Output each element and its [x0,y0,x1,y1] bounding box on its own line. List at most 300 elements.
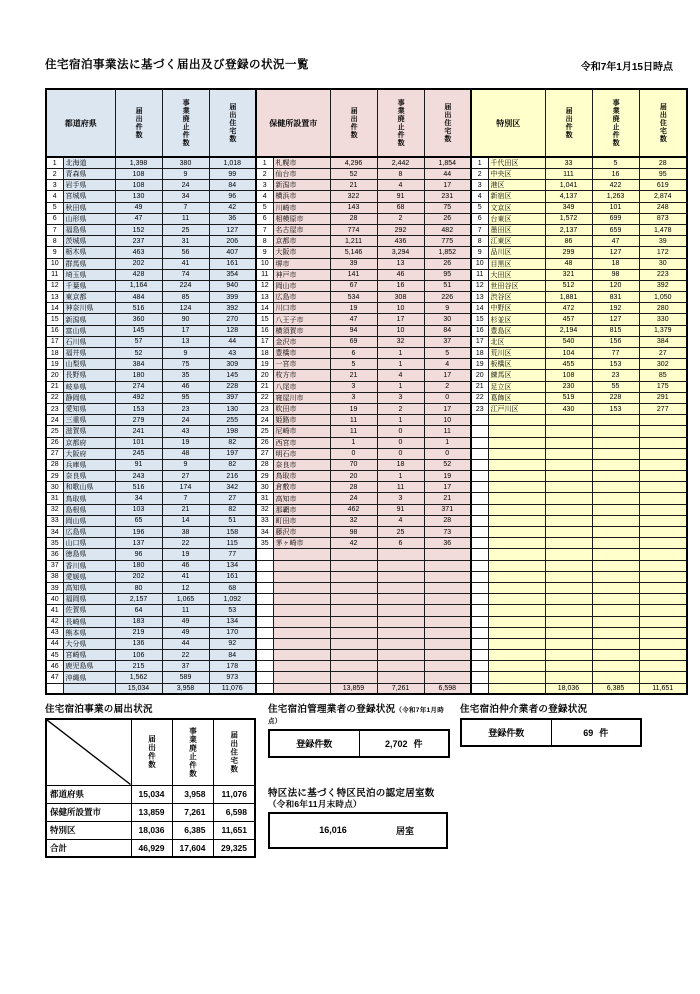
header-pref-notifications: 届出件数 [115,89,162,157]
main-table-cell [377,594,424,605]
main-table-cell: 仙台市 [273,169,330,180]
main-table-cell: 42 [209,202,256,213]
main-table-cell: 渋谷区 [488,292,545,303]
main-table-cell [592,549,639,560]
main-table-cell [256,582,273,593]
main-table-row [46,672,687,683]
main-table-cell: 197 [209,448,256,459]
tokku-title: 特区法に基づく特区民泊の認定居室数 （令和6年11月末時点） [268,789,449,810]
main-table-cell: 342 [209,482,256,493]
main-table-cell: 西宮市 [273,437,330,448]
main-table-cell [273,549,330,560]
main-table-cell: 422 [592,180,639,191]
main-table-row [46,157,687,169]
main-table-cell: 127 [592,314,639,325]
main-table-cell [592,594,639,605]
main-table-cell: 2 [377,213,424,224]
main-table-cell [545,493,592,504]
main-table-cell: 57 [115,336,162,347]
main-table-cell: 大阪市 [273,247,330,258]
main-table-cell: 高知県 [63,582,115,593]
diagonal-line-icon [47,720,131,785]
main-table-cell [488,638,545,649]
summary-cell: 6,385 [172,821,213,839]
main-table-cell: 吹田市 [273,403,330,414]
main-table-cell: 6 [471,213,488,224]
main-table-cell: 30 [639,258,687,269]
main-table-cell [639,459,687,470]
main-table-cell [545,459,592,470]
header-city-discontinued: 事業廃止件数 [377,89,424,157]
main-table-cell: 34 [256,527,273,538]
summary-cell: 13,859 [131,803,172,821]
main-table-cell: 14 [162,515,209,526]
main-table-cell: 216 [209,471,256,482]
main-table-cell: 8 [46,236,63,247]
main-table-cell [273,605,330,616]
main-table-cell [545,582,592,593]
main-table-cell: 奈良市 [273,459,330,470]
main-table-cell: 兵庫県 [63,459,115,470]
main-table-cell: 103 [115,504,162,515]
main-table-row [46,236,687,247]
main-table-cell: 台東区 [488,213,545,224]
main-table-cell [592,459,639,470]
main-table-cell [256,594,273,605]
main-table-cell: 足立区 [488,381,545,392]
main-table-cell [256,560,273,571]
main-table-cell: 43 [162,426,209,437]
date-label: 令和7年1月15日時点 [580,62,673,73]
main-table-cell: 15 [471,314,488,325]
main-table-cell: 7 [162,493,209,504]
main-table-cell: 36 [209,213,256,224]
main-table-cell: 28 [46,459,63,470]
main-table-cell: 53 [209,605,256,616]
main-table-cell: 91 [377,504,424,515]
main-table-cell [471,437,488,448]
main-table-cell: 岩手県 [63,180,115,191]
main-table-cell: 56 [162,247,209,258]
main-table-cell: 神奈川県 [63,303,115,314]
main-table-cell [639,504,687,515]
summary-title: 住宅宿泊事業の届出状況 [45,704,153,715]
main-table-cell: 17 [424,180,471,191]
main-table-cell [273,560,330,571]
main-table-cell: 3 [46,180,63,191]
main-table-cell: 31 [162,236,209,247]
main-table-cell: 308 [377,292,424,303]
main-table-cell: 18 [46,348,63,359]
main-table-cell: 34 [115,493,162,504]
summary-table [45,718,256,858]
main-table-cell: 4,296 [330,157,377,169]
main-table-cell [256,638,273,649]
main-table-row [46,627,687,638]
main-table-row [46,493,687,504]
main-table-cell [545,638,592,649]
main-table-cell: 245 [115,448,162,459]
summary-cell: 11,651 [213,821,255,839]
main-table-cell: 124 [162,303,209,314]
main-table-cell [488,504,545,515]
main-table-cell: 28 [330,482,377,493]
main-table-cell: 一宮市 [273,359,330,370]
main-table-cell: 392 [209,303,256,314]
main-table-row [46,336,687,347]
main-table-cell [256,627,273,638]
main-table-cell: 64 [115,605,162,616]
main-table-cell: 52 [330,169,377,180]
main-table-cell: 44 [424,169,471,180]
main-table-cell: 462 [330,504,377,515]
main-table-cell: 目黒区 [488,258,545,269]
main-table-cell: 1,852 [424,247,471,258]
main-table-cell [545,515,592,526]
main-table-cell: 82 [209,459,256,470]
main-table-cell: 1 [424,437,471,448]
main-table-cell: 4 [424,359,471,370]
main-table-cell: 45 [46,650,63,661]
main-table-cell: 230 [545,381,592,392]
main-table-cell: 32 [256,504,273,515]
summary-row-label: 保健所設置市 [46,803,131,821]
main-table-cell [330,549,377,560]
main-table-cell: 39 [330,258,377,269]
main-table-cell: 85 [162,292,209,303]
main-table-cell: 1,041 [545,180,592,191]
main-table-cell: 9 [162,348,209,359]
main-table-cell: 17 [424,403,471,414]
main-table-cell: 134 [209,560,256,571]
main-table-cell: 516 [115,303,162,314]
main-table-cell: 873 [639,213,687,224]
header-ward: 特別区 [471,89,545,157]
main-table-row [46,247,687,258]
main-table-cell [488,594,545,605]
main-table-cell [256,549,273,560]
main-table-cell [488,515,545,526]
main-table-cell: 75 [424,202,471,213]
main-table-cell: 41 [162,571,209,582]
main-table-cell: 10 [424,415,471,426]
main-table-cell: 156 [592,336,639,347]
main-table-cell [545,549,592,560]
main-table-cell: 17 [424,482,471,493]
main-table-cell: 1 [46,157,63,169]
main-table-cell: 2,194 [545,325,592,336]
main-table-cell: 27 [46,448,63,459]
main-table-cell: 27 [162,471,209,482]
main-table-cell: 36 [46,549,63,560]
main-table-cell [273,672,330,683]
summary-cell: 18,036 [131,821,172,839]
main-table-cell: 福岡県 [63,594,115,605]
main-table-cell: 68 [377,202,424,213]
main-table-cell: 183 [115,616,162,627]
header-city-notifications: 届出件数 [330,89,377,157]
main-table-cell: 9 [162,459,209,470]
main-table-cell: 44 [162,638,209,649]
header-ward-dwellings: 届出住宅数 [639,89,687,157]
main-table-cell: 96 [209,191,256,202]
main-table-cell: 藤沢市 [273,527,330,538]
main-table-cell [592,415,639,426]
main-table-cell: 28 [330,213,377,224]
main-table-cell: 18 [377,459,424,470]
main-table-cell: 23 [162,403,209,414]
main-table-cell [545,560,592,571]
main-table-cell [330,594,377,605]
main-table-cell: 111 [545,169,592,180]
main-table-cell: 品川区 [488,247,545,258]
main-table-cell: 文京区 [488,202,545,213]
main-table-cell: 12 [162,582,209,593]
main-table-cell: 35 [46,538,63,549]
main-table-row [46,392,687,403]
main-table-row [46,359,687,370]
main-table-cell: 11 [424,426,471,437]
main-table-cell: 16 [256,325,273,336]
main-table-cell: 1,478 [639,224,687,235]
main-table-cell: 41 [46,605,63,616]
manager-value: 2,702 件 [359,730,449,757]
main-table-cell: 22 [471,392,488,403]
main-table-cell [488,538,545,549]
main-table-cell: 28 [639,157,687,169]
main-table-cell: 2 [377,403,424,414]
main-table-cell: 10 [471,258,488,269]
main-table-cell [330,627,377,638]
main-table-cell [273,683,330,694]
main-table-cell: 134 [209,616,256,627]
main-table-cell: 99 [209,169,256,180]
main-table-cell: 宮崎県 [63,650,115,661]
main-table-cell: 5 [330,359,377,370]
main-table-cell: 神戸市 [273,269,330,280]
main-table-cell: 47 [330,314,377,325]
main-table-cell: 104 [545,348,592,359]
main-table-cell [377,627,424,638]
main-table-cell: 354 [209,269,256,280]
main-table-cell [256,571,273,582]
main-table-cell [471,683,488,694]
main-table-cell [592,426,639,437]
main-table-cell [545,426,592,437]
main-table-cell: 86 [545,236,592,247]
main-table-cell: 106 [115,650,162,661]
main-table-cell: 12 [46,280,63,291]
main-table-cell: 49 [115,202,162,213]
main-table-cell: 15 [256,314,273,325]
main-table-row [46,605,687,616]
main-table-cell: 18 [256,348,273,359]
main-table-cell: 77 [209,549,256,560]
main-table-cell [639,672,687,683]
tokku-table [268,812,448,849]
main-table-cell: 255 [209,415,256,426]
main-table-cell [639,627,687,638]
main-table-cell: 55 [592,381,639,392]
main-table-cell: 0 [424,392,471,403]
main-table-cell: 墨田区 [488,224,545,235]
main-table-cell: 0 [377,448,424,459]
main-table-cell: 3,958 [162,683,209,694]
main-table-row [46,180,687,191]
main-table-cell: 360 [115,314,162,325]
main-table-cell: 11,651 [639,683,687,694]
main-table-cell [545,504,592,515]
main-table-cell [592,661,639,672]
main-table-cell: 24 [46,415,63,426]
main-table-cell: 12 [256,280,273,291]
main-table-cell: 倉敷市 [273,482,330,493]
main-table-cell: 22 [46,392,63,403]
main-table-cell: 沖縄県 [63,672,115,683]
main-table-cell: 山梨県 [63,359,115,370]
main-table-cell: 4 [377,370,424,381]
main-table-cell [488,582,545,593]
main-table-cell: 32 [46,504,63,515]
main-table-cell: 富山県 [63,325,115,336]
main-table-cell: 137 [115,538,162,549]
main-table-cell: 141 [330,269,377,280]
main-table-cell: 大阪府 [63,448,115,459]
main-table-cell: 長崎県 [63,616,115,627]
main-table-cell: 95 [639,169,687,180]
main-table-cell: 川口市 [273,303,330,314]
main-table-cell: 47 [592,236,639,247]
main-table-cell [639,616,687,627]
main-table-cell: 98 [330,527,377,538]
main-table-cell: 237 [115,236,162,247]
main-table-cell: 中央区 [488,169,545,180]
main-table-cell: 40 [46,594,63,605]
main-table-cell: 11 [256,269,273,280]
main-table-cell [471,605,488,616]
main-table-cell: 85 [639,370,687,381]
main-table-cell: 65 [115,515,162,526]
main-table-cell: 2 [256,169,273,180]
main-table-cell: 472 [545,303,592,314]
main-table-cell: 35 [256,538,273,549]
main-table-cell: 206 [209,236,256,247]
main-table-cell: 24 [256,415,273,426]
main-table-cell: 新潟県 [63,314,115,325]
main-table-cell: 11 [471,269,488,280]
main-table-cell: 31 [256,493,273,504]
main-table-cell: 1,211 [330,236,377,247]
main-table-cell [639,448,687,459]
main-table-cell [592,627,639,638]
main-table-cell: 48 [545,258,592,269]
main-table-cell: 231 [424,191,471,202]
main-table-cell: 姫路市 [273,415,330,426]
main-table-cell: 町田市 [273,515,330,526]
main-table-cell: 4 [377,180,424,191]
main-table-cell [330,616,377,627]
main-table-cell: 2,442 [377,157,424,169]
main-table-cell: 北区 [488,336,545,347]
main-table-cell: 30 [256,482,273,493]
main-table-cell [424,627,471,638]
main-table-cell: 7 [256,224,273,235]
main-table-cell: 京都市 [273,236,330,247]
main-table-row [46,169,687,180]
main-table-cell: 2,137 [545,224,592,235]
main-table-cell: 153 [592,359,639,370]
main-table-cell [471,415,488,426]
main-table-cell: 52 [115,348,162,359]
main-table-cell: 16 [377,280,424,291]
main-table-cell: 17 [424,370,471,381]
main-table-row [46,616,687,627]
main-table-cell: 2 [46,169,63,180]
main-table-cell [377,638,424,649]
main-table-cell: 27 [209,493,256,504]
main-table-cell: 22 [162,650,209,661]
main-table-cell: 1,263 [592,191,639,202]
main-table-cell: 中野区 [488,303,545,314]
main-table-cell: 180 [115,370,162,381]
main-table-cell: 38 [46,571,63,582]
main-table-cell: 47 [115,213,162,224]
main-table-cell: 相模原市 [273,213,330,224]
main-table-cell: 群馬県 [63,258,115,269]
main-table-cell: 福島県 [63,224,115,235]
summary-cell: 11,076 [213,785,255,803]
main-table-cell: 寝屋川市 [273,392,330,403]
main-table-cell [639,426,687,437]
main-table-cell: 91 [377,191,424,202]
main-table-cell: 32 [377,336,424,347]
main-table-cell: 153 [592,403,639,414]
main-table-cell: 28 [424,515,471,526]
summary-header-dwellings: 届出住宅数 [213,719,255,785]
main-table-cell: 815 [592,325,639,336]
main-table-cell: 4,137 [545,191,592,202]
main-table-row [46,482,687,493]
main-table [45,88,688,695]
main-table-cell [488,605,545,616]
main-table-cell: 名古屋市 [273,224,330,235]
main-table-cell [46,683,63,694]
main-table-cell: 0 [330,448,377,459]
summary-header-discontinued: 事業廃止件数 [172,719,213,785]
main-table-cell: 80 [115,582,162,593]
manager-title: 住宅宿泊管理業者の登録状況（令和7年1月時点） [268,704,445,725]
main-table-cell: 山口県 [63,538,115,549]
main-table-cell [592,582,639,593]
main-table-cell: 280 [639,303,687,314]
main-table-cell: 鳥取市 [273,471,330,482]
main-table-row [46,437,687,448]
main-table-cell: 26 [424,258,471,269]
main-table-cell [488,415,545,426]
main-table-row [46,527,687,538]
main-table-cell: 0 [424,448,471,459]
main-table-row [46,504,687,515]
main-table-cell: 397 [209,392,256,403]
main-table-cell: 6,598 [424,683,471,694]
main-table-cell: 豊橋市 [273,348,330,359]
main-table-row [46,202,687,213]
main-table-cell [471,459,488,470]
main-table-cell: 202 [115,258,162,269]
agent-value: 69 件 [551,719,641,746]
main-table-row [46,549,687,560]
main-table-cell: 540 [545,336,592,347]
